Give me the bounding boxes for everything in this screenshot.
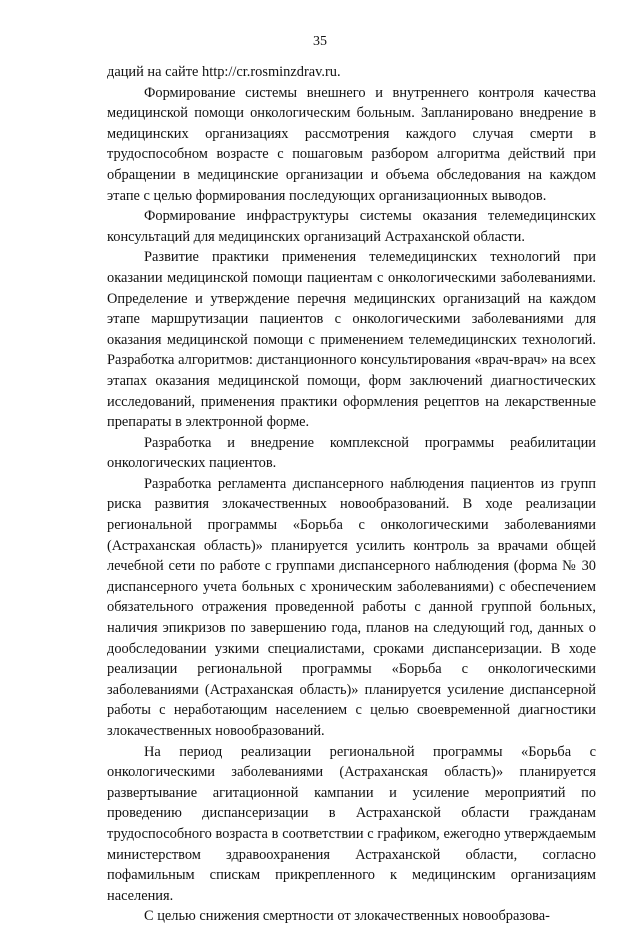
body-text — [107, 62, 596, 927]
paragraph-telemedicine-practice: Развитие практики применения телемедицинских технологий при оказании медицинской помощи пациентам с онкологическими заболеваниями. Определение и утверждение перечня медицинских организаций на каждом этапе маршрутизации пациентов с онкологическими заболеваниями для оказания медицинской помощи с применением телемедицинских технологий. Разработка алгоритмов: дистанционного консультирования «врач-врач» на всех этапах оказания медицинской помощи, форм заключений диагностических исследований, применения практики оформления рецептов на лекарственные препараты в электронной форме. — [107, 249, 596, 431]
paragraph-dispensary-regulation: Разработка регламента диспансерного наблюдения пациентов из групп риска развития злокачественных новообразований. В ходе реализации региональной программы «Борьба с онкологическими заболеваниями (Астраханская область)» планируется усилить контроль за врачами общей лечебной сети по работе с группами диспансерного наблюдения (форма № 30 диспансерного учета больных с хроническим заболеваниями) с обеспечением обязательного отражения проведенной работы с данной группой больных, наличия эпикризов по завершению года, планов на следующий год, данных о дообследовании узкими специалистами, сроками диспансеризации. В ходе реализации региональной программы «Борьба с онкологическими заболеваниями (Астраханская область)» планируется усиление диспансерной работы с неработающим населением с целью своевременной диагностики злокачественных новообразований. — [107, 475, 596, 739]
paragraph-rehabilitation: Разработка и внедрение комплексной программы реабилитации онкологических пациентов. — [107, 434, 596, 472]
paragraph-quality-control: Формирование системы внешнего и внутреннего контроля качества медицинской помощи онкологическим больным. Запланировано внедрение в медицинских организациях рассмотрения каждого случая смерти в трудоспособном возрасте с пошаговым разбором алгоритма действий при обращении в медицинские организации и объема обследования на каждом этапе с целью формирования последующих организационных выводов. — [107, 84, 596, 204]
paragraph-mortality-reduction: С целью снижения смертности от злокачественных новообразова- — [144, 908, 550, 925]
paragraph-telemedicine-infrastructure: Формирование инфраструктуры системы оказания телемедицинских консультаций для медицинских организаций Астраханской области. — [107, 208, 596, 245]
page-number: 35 — [313, 34, 327, 49]
paragraph-continuation: даций на сайте http://cr.rosminzdrav.ru. — [107, 64, 341, 80]
paragraph-agitation-campaign: На период реализации региональной программы «Борьба с онкологическими заболеваниями (Астраханская область)» планируется развертывание агитационной кампании и усиление мероприятий по проведению диспансеризации в Астраханской области гражданам трудоспособного возраста в соответствии с графиком, ежегодно утверждаемым министерством здравоохранения Астраханской области, согласно пофамильным спискам прикрепленного к медицинским организациям населения. — [107, 743, 596, 904]
